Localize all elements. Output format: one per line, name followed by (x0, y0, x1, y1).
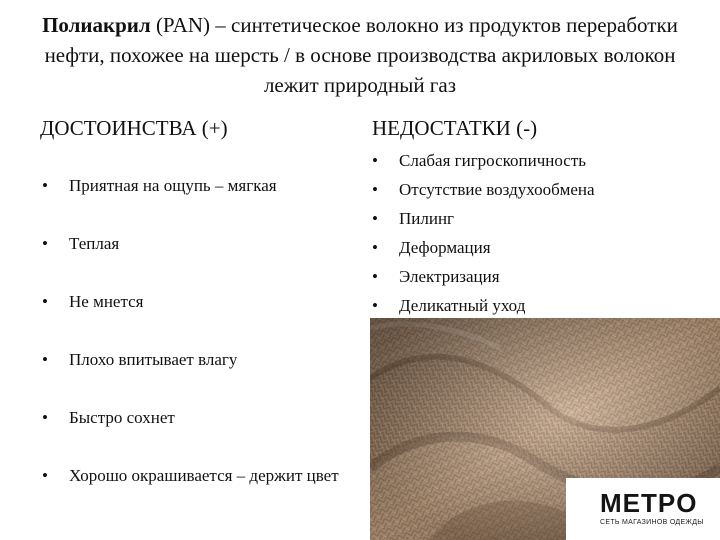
cons-item-text: Деликатный уход (399, 296, 526, 315)
bullet-icon: • (42, 176, 48, 195)
bullet-icon: • (372, 238, 378, 257)
bullet-icon: • (42, 350, 48, 369)
bullet-icon: • (42, 234, 48, 253)
pros-item (42, 233, 362, 255)
cons-item-text: Слабая гигроскопичность (399, 151, 587, 170)
bullet-icon: • (372, 180, 378, 199)
cons-item (372, 262, 712, 291)
bullet-icon: • (372, 296, 378, 315)
pros-item-text: Хорошо окрашивается – держит цвет (69, 466, 339, 485)
bullet-icon: • (42, 466, 48, 485)
cons-item-text: Отсутствие воздухообмена (399, 180, 595, 199)
pros-item-text: Приятная на ощупь – мягкая (69, 176, 277, 195)
pros-list (42, 175, 362, 523)
cons-item (372, 204, 712, 233)
cons-item (372, 233, 712, 262)
logo-wordmark: METPO (600, 488, 698, 518)
cons-heading: НЕДОСТАТКИ (-) (372, 116, 538, 140)
pros-item (42, 291, 362, 313)
bullet-icon: • (42, 408, 48, 427)
pros-item-text: Быстро сохнет (69, 408, 175, 427)
pros-item-text: Теплая (69, 234, 120, 253)
pros-item-text: Не мнется (69, 292, 144, 311)
cons-item (372, 146, 712, 175)
cons-list (372, 146, 712, 320)
pros-item (42, 175, 362, 197)
slide-title (40, 10, 680, 100)
pros-item (42, 407, 362, 429)
logo-tagline: СЕТЬ МАГАЗИНОВ ОДЕЖДЫ (600, 519, 704, 526)
cons-item-text: Электризация (399, 267, 500, 286)
title-term: Полиакрил (42, 13, 151, 37)
cons-item-text: Пилинг (399, 209, 455, 228)
bullet-icon: • (372, 151, 378, 170)
bullet-icon: • (372, 209, 378, 228)
pros-item-text: Плохо впитывает влагу (69, 350, 238, 369)
cons-item (372, 291, 712, 320)
pros-item (42, 465, 362, 487)
bullet-icon: • (42, 292, 48, 311)
cons-item (372, 175, 712, 204)
cons-item-text: Деформация (399, 238, 491, 257)
pros-item (42, 349, 362, 371)
bullet-icon: • (372, 267, 378, 286)
pros-heading: ДОСТОИНСТВА (+) (40, 116, 228, 140)
metro-logo (566, 478, 720, 540)
title-definition: (PAN) – синтетическое волокно из продуктов переработки нефти, похожее на шерсть / в основе производства акриловых волокон лежит природный газ (44, 13, 678, 97)
